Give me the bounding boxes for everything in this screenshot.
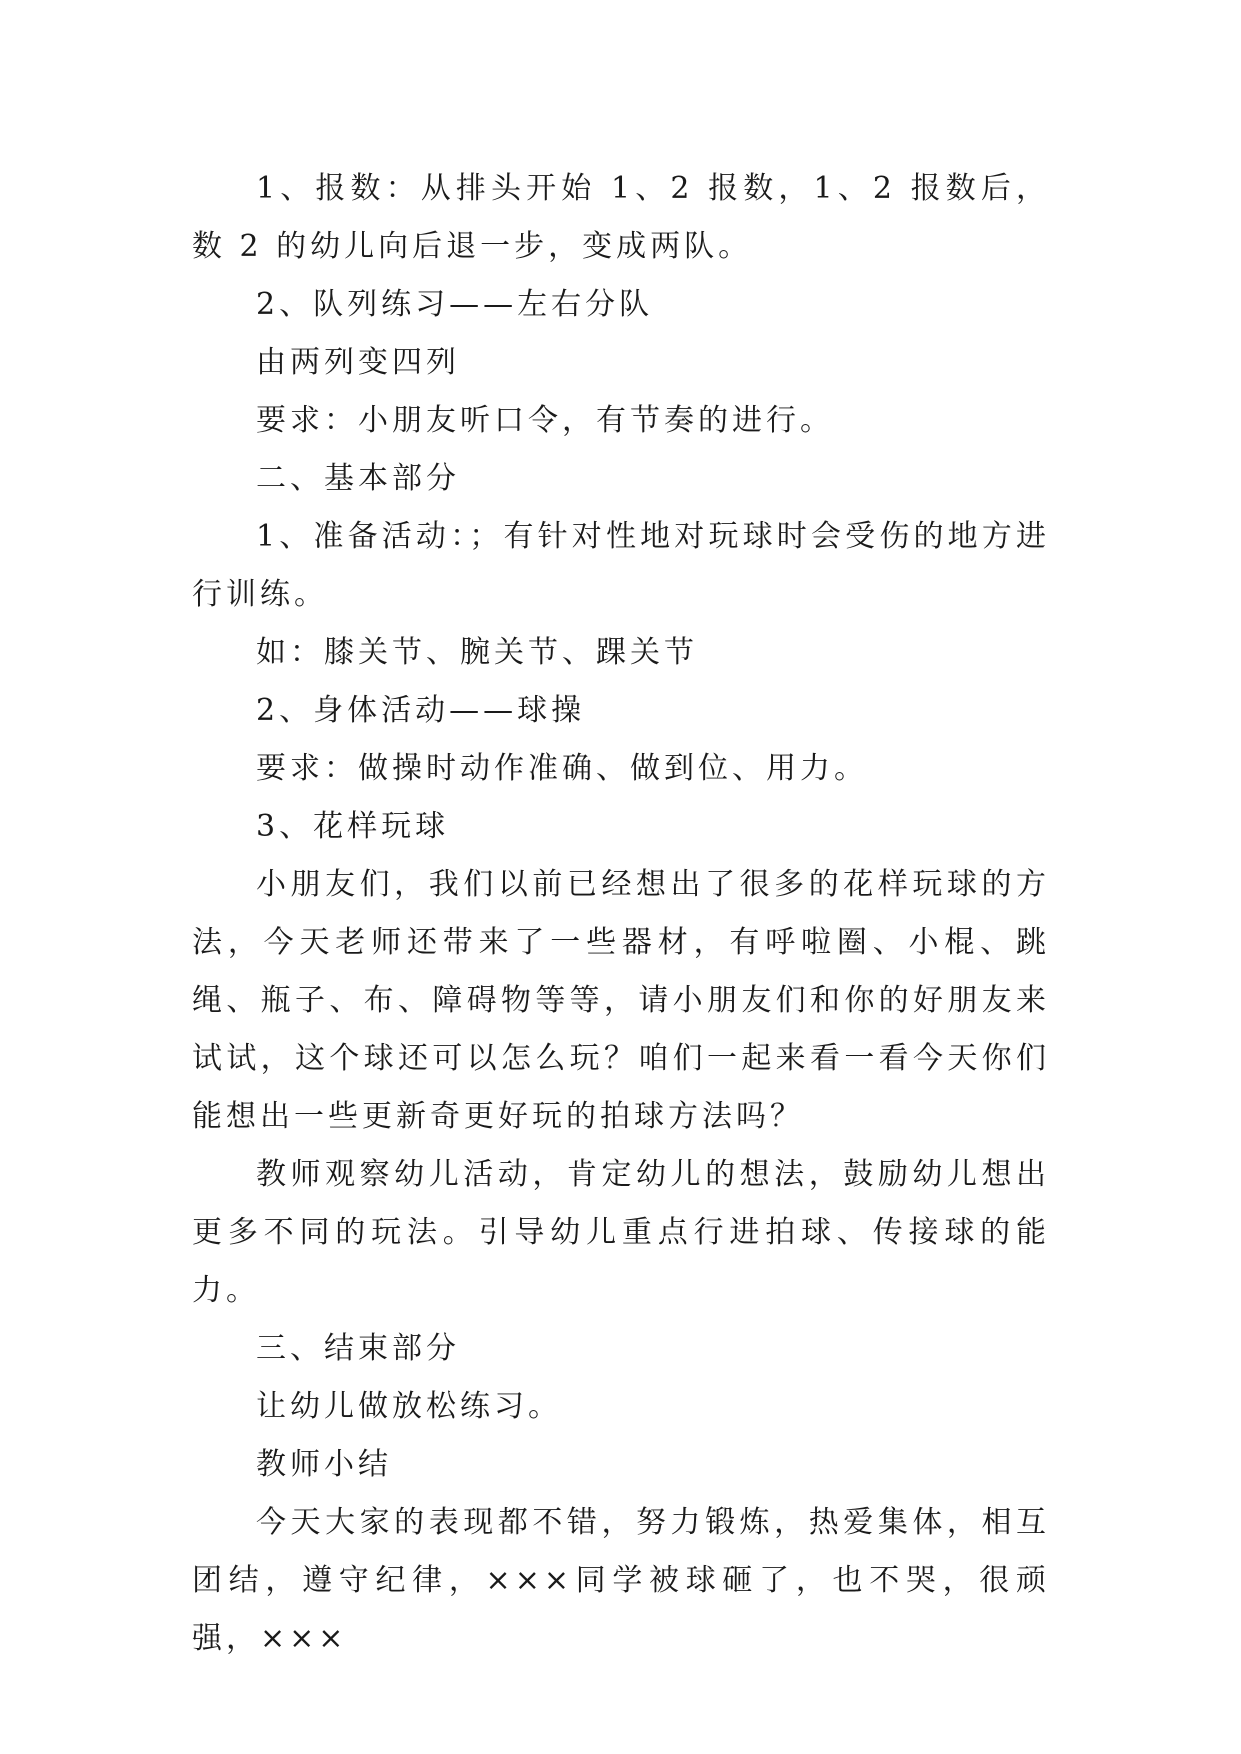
paragraph-kids-methods: 小朋友们，我们以前已经想出了很多的花样玩球的方法，今天老师还带来了一些器材，有呼啦圈、小棍、跳绳、瓶子、布、障碍物等等，请小朋友们和你的好朋友来试试，这个球还可以怎么玩？咱们一起来看一看今天你们能想出一些更新奇更好玩的拍球方法吗？ (192, 867, 1050, 1134)
section-heading-ending: 三、结束部分 (256, 1331, 460, 1366)
paragraph-ball-exercise: 2、身体活动——球操 (256, 693, 586, 728)
document-body (192, 160, 1050, 1668)
paragraph-requirement-1: 要求：小朋友听口令，有节奏的进行。 (256, 403, 834, 438)
section-heading-basic: 二、基本部分 (256, 461, 460, 496)
paragraph-requirement-2: 要求：做操时动作准确、做到位、用力。 (256, 751, 868, 786)
paragraph-relax: 让幼儿做放松练习。 (256, 1389, 562, 1424)
paragraph-two-to-four: 由两列变四列 (256, 345, 460, 380)
paragraph-fancy-ball: 3、花样玩球 (256, 809, 450, 844)
paragraph-joints: 如：膝关节、腕关节、踝关节 (256, 635, 698, 670)
paragraph-warmup: 1、准备活动：；有针对性地对玩球时会受伤的地方进行训练。 (192, 519, 1050, 612)
paragraph-teacher-observe: 教师观察幼儿活动，肯定幼儿的想法，鼓励幼儿想出更多不同的玩法。引导幼儿重点行进拍球、传接球的能力。 (192, 1157, 1050, 1308)
paragraph-praise: 今天大家的表现都不错，努力锻炼，热爱集体，相互团结，遵守纪律，×××同学被球砸了，也不哭，很顽强，××× (192, 1505, 1050, 1656)
paragraph-teacher-summary: 教师小结 (256, 1447, 392, 1482)
paragraph-counting: 1、报数：从排头开始 1、2 报数，1、2 报数后，数 2 的幼儿向后退一步，变成两队。 (192, 171, 1050, 264)
paragraph-formation-drill: 2、队列练习——左右分队 (256, 287, 654, 322)
